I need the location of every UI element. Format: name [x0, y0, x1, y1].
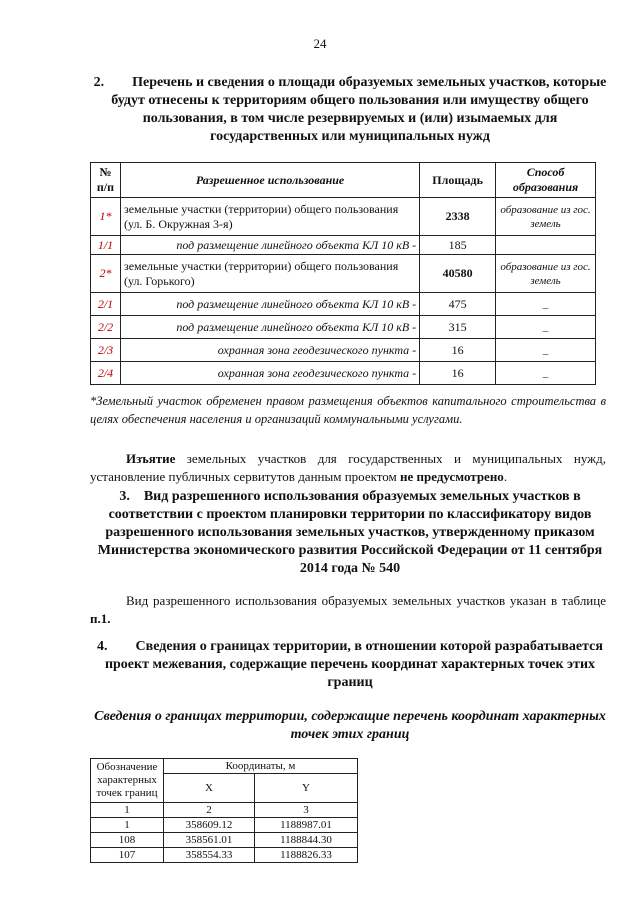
coords-x: 358609.12 [164, 818, 255, 833]
coords-x: 358554.33 [164, 848, 255, 863]
footnote: *Земельный участок обременен правом размещения объектов капитального строительства в целях обеспечения населения и организаций коммунальными услугами. [90, 394, 606, 426]
coords-header-x: X [164, 774, 255, 803]
table-row [91, 255, 596, 293]
coords-header-coords: Координаты, м [164, 759, 358, 774]
row-use: под размещение линейного объекта КЛ 10 кВ - [120, 236, 419, 255]
row-number: 2/2 [91, 316, 121, 339]
row-number: 1* [91, 198, 121, 236]
row-area: 16 [420, 362, 496, 385]
row-area: 40580 [420, 255, 496, 293]
withdrawal-paragraph [90, 450, 606, 486]
coords-point: 108 [91, 833, 164, 848]
coords-row [91, 848, 358, 863]
withdrawal-bold-end: не предусмотрено [399, 469, 504, 484]
coords-x: 358561.01 [164, 833, 255, 848]
row-use: земельные участки (территории) общего пользования (ул. Б. Окружная 3-я) [120, 198, 419, 236]
col-header-number: № п/п [91, 163, 121, 198]
table-header-row [91, 163, 596, 198]
coords-index-row [91, 803, 358, 818]
withdrawal-bold-start: Изъятие [126, 451, 176, 466]
withdrawal-tail: . [503, 469, 508, 484]
section-4-heading: 4. Сведения о границах территории, в отношении которой разрабатывается проект межевания, содержащие перечень координат характерных точек этих границ [97, 639, 603, 690]
coords-subtitle: Сведения о границах территории, содержащие перечень координат характерных точек этих границ [94, 709, 606, 742]
col-header-area: Площадь [420, 163, 496, 198]
coords-header-y: Y [255, 774, 358, 803]
row-method: _ [496, 362, 596, 385]
use-paragraph [90, 592, 606, 628]
section-2-heading: 2. Перечень и сведения о площади образуемых земельных участков, которые будут отнесены к территориям общего пользования или имуществу общего пользования, в том числе резервируемых и (или) изымаемых для государственных или муниципальных нужд [93, 75, 607, 144]
row-method: _ [496, 293, 596, 316]
row-area: 315 [420, 316, 496, 339]
table-row [91, 316, 596, 339]
coords-index: 2 [164, 803, 255, 818]
table-row [91, 293, 596, 316]
coords-row [91, 818, 358, 833]
row-use: охранная зона геодезического пункта - [120, 362, 419, 385]
table-row [91, 198, 596, 236]
coords-row [91, 833, 358, 848]
row-number: 2/4 [91, 362, 121, 385]
use-bold: п.1. [90, 611, 111, 626]
coords-y: 1188987.01 [255, 818, 358, 833]
coords-header-row [91, 759, 358, 774]
coords-point: 107 [91, 848, 164, 863]
row-use: охранная зона геодезического пункта - [120, 339, 419, 362]
row-use: земельные участки (территории) общего пользования (ул. Горького) [120, 255, 419, 293]
row-number: 2/3 [91, 339, 121, 362]
page-number: 24 [313, 36, 327, 51]
table-row [91, 362, 596, 385]
row-method: образование из гос. земель [496, 255, 596, 293]
coords-index: 3 [255, 803, 358, 818]
row-use: под размещение линейного объекта КЛ 10 кВ - [120, 293, 419, 316]
row-method [496, 236, 596, 255]
row-area: 185 [420, 236, 496, 255]
row-area: 16 [420, 339, 496, 362]
withdrawal-text: земельных участков для государственных и муниципальных нужд, установление публичных сервитутов данным проектом [90, 451, 606, 484]
col-header-use: Разрешенное использование [120, 163, 419, 198]
row-number: 1/1 [91, 236, 121, 255]
section-3-heading: 3. Вид разрешенного использования образуемых земельных участков в соответствии с проектом планировки территории по классификатору видов разрешенного использования земельных участков, утвержденному приказом Министерства экономического развития Российской Федерации от 11 сентября 2014 года № 540 [97, 489, 603, 576]
coords-y: 1188844.30 [255, 833, 358, 848]
row-number: 2/1 [91, 293, 121, 316]
coords-y: 1188826.33 [255, 848, 358, 863]
row-method: образование из гос. земель [496, 198, 596, 236]
land-plots-table [90, 162, 596, 385]
use-text: Вид разрешенного использования образуемых земельных участков указан в таблице [126, 593, 606, 608]
table-row [91, 236, 596, 255]
coords-header-point: Обозначение характерных точек границ [91, 759, 164, 803]
row-method: _ [496, 339, 596, 362]
row-area: 2338 [420, 198, 496, 236]
coords-point: 1 [91, 818, 164, 833]
col-header-method: Способ образования [496, 163, 596, 198]
row-use: под размещение линейного объекта КЛ 10 кВ - [120, 316, 419, 339]
coordinates-table [90, 758, 358, 863]
row-method: _ [496, 316, 596, 339]
coords-index: 1 [91, 803, 164, 818]
row-area: 475 [420, 293, 496, 316]
row-number: 2* [91, 255, 121, 293]
table-row [91, 339, 596, 362]
